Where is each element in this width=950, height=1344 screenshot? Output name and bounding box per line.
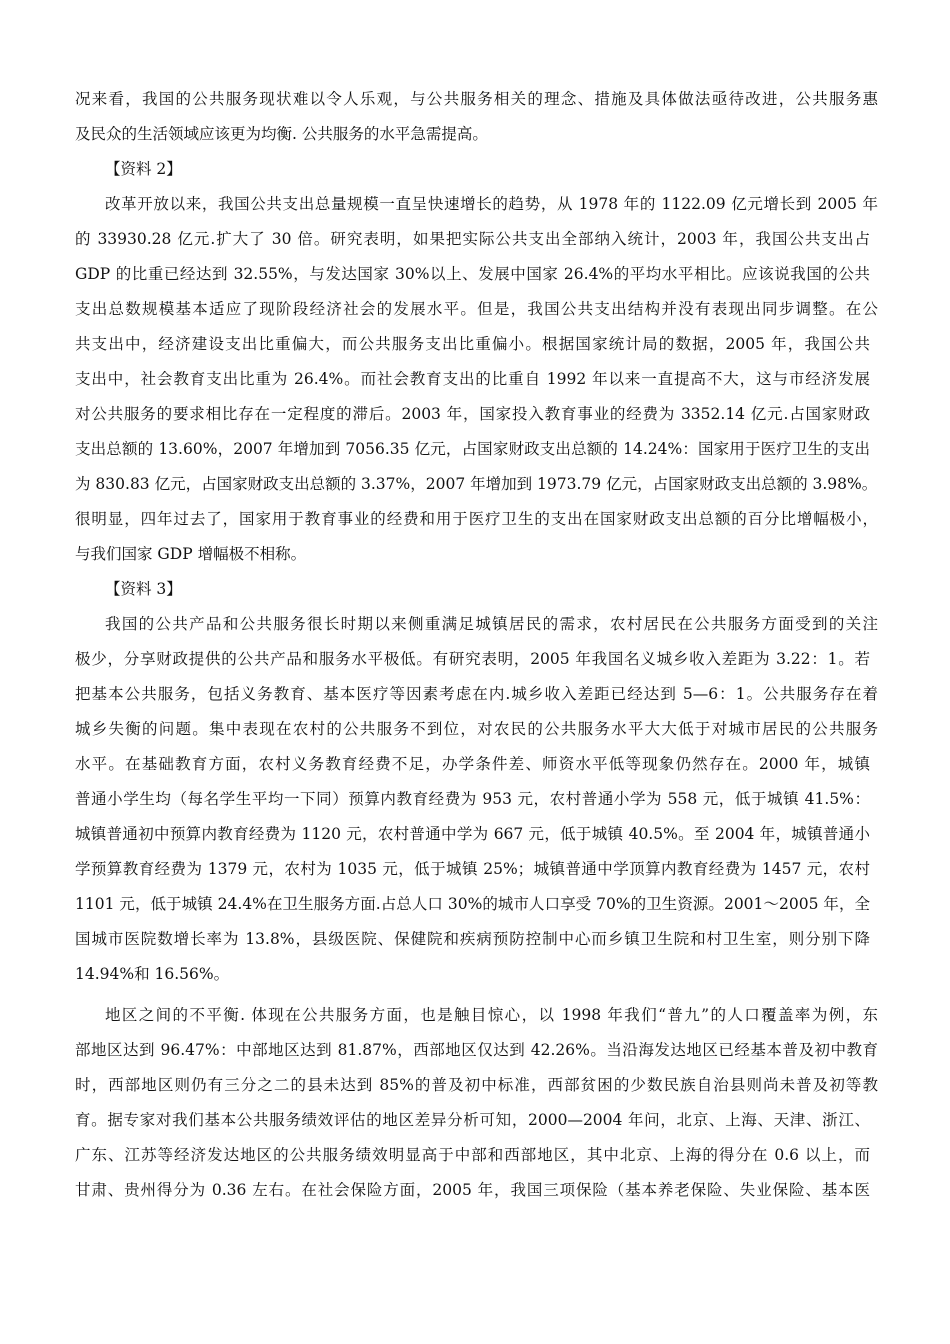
text-line: 很明显，四年过去了，国家用于教育事业的经费和用于医疗卫生的支出在国家财政支出总额的百分比增幅极小， xyxy=(75,510,878,528)
text-line: 广东、江苏等经济发达地区的公共服务绩效明显高于中部和西部地区，其中北京、上海的得分在 0.6 以上，而 xyxy=(75,1146,870,1164)
text-line: 支出总额的 13.60%，2007 年增加到 7056.35 亿元，占国家财政支出总额的 14.24%：国家用于医疗卫生的支出 xyxy=(75,440,870,458)
text-line: 14.94%和 16.56%。 xyxy=(75,965,230,983)
text-line: 地区之间的不平衡. 体现在公共服务方面，也是触目惊心，以 1998 年我们“普九”的人口覆盖率为例，东 xyxy=(105,1006,878,1024)
text-line: 育。据专家对我们基本公共服务绩效评估的地区差异分析可知，2000—2004 年问，北京、上海、天津、浙江、 xyxy=(75,1111,870,1129)
text-line: 部地区达到 96.47%：中部地区达到 81.87%，西部地区仅达到 42.26%。当沿海发达地区已经基本普及初中教育 xyxy=(75,1041,878,1059)
text-line: 及民众的生活领域应该更为均衡. 公共服务的水平急需提高。 xyxy=(75,125,488,143)
text-line: 况来看，我国的公共服务现状难以令人乐观，与公共服务相关的理念、措施及具体做法亟待改进，公共服务惠 xyxy=(75,90,878,108)
text-line: 的 33930.28 亿元.扩大了 30 倍。研究表明，如果把实际公共支出全部纳入统计，2003 年，我国公共支出占 xyxy=(75,230,870,248)
text-line: 城镇普通初中预算内教育经费为 1120 元，农村普通中学为 667 元，低于城镇 40.5%。至 2004 年，城镇普通小 xyxy=(75,825,870,843)
text-line: 国城市医院数增长率为 13.8%，县级医院、保健院和疾病预防控制中心而乡镇卫生院和村卫生室，则分别下降 xyxy=(75,930,870,948)
text-line: 支出总数规模基本适应了现阶段经济社会的发展水平。但是，我国公共支出结构并没有表现出同步调整。在公 xyxy=(75,300,878,318)
text-line: 时，西部地区则仍有三分之二的县未达到 85%的普及初中标准，西部贫困的少数民族自治县则尚未普及初等教 xyxy=(75,1076,878,1094)
text-line: 普通小学生均（每名学生平均一下同）预算内教育经费为 953 元，农村普通小学为 558 元，低于城镇 41.5%： xyxy=(75,790,870,808)
text-line: 为 830.83 亿元，占国家财政支出总额的 3.37%，2007 年增加到 1973.79 亿元，占国家财政支出总额的 3.98%。 xyxy=(75,475,878,493)
text-line: 极少，分享财政提供的公共产品和服务水平极低。有研究表明，2005 年我国名义城乡收入差距为 3.22：1。若 xyxy=(75,650,870,668)
text-line: 城乡失衡的问题。集中表现在农村的公共服务不到位，对农民的公共服务水平大大低于对城市居民的公共服务 xyxy=(75,720,878,738)
text-line: 支出中，社会教育支出比重为 26.4%。而社会教育支出的比重自 1992 年以来一直提高不大，这与市经济发展 xyxy=(75,370,870,388)
text-line: 1101 元，低于城镇 24.4%在卫生服务方面.占总人口 30%的城市人口享受 70%的卫生资源。2001～2005 年，全 xyxy=(75,895,870,913)
text-line: 甘肃、贵州得分为 0.36 左右。在社会保险方面，2005 年，我国三项保险（基本养老保险、失业保险、基本医 xyxy=(75,1181,870,1199)
text-line: 我国的公共产品和公共服务很长时期以来侧重满足城镇居民的需求，农村居民在公共服务方面受到的关注 xyxy=(105,615,878,633)
text-line: 把基本公共服务，包括义务教育、基本医疗等因素考虑在内.城乡收入差距已经达到 5—6：1。公共服务存在着 xyxy=(75,685,878,703)
text-line: 改革开放以来，我国公共支出总量规模一直呈快速增长的趋势，从 1978 年的 1122.09 亿元增长到 2005 年 xyxy=(105,195,878,213)
text-line: 共支出中，经济建设支出比重偏大，而公共服务支出比重偏小。根据国家统计局的数据，2005 年，我国公共 xyxy=(75,335,870,353)
section-heading: 【资料 3】 xyxy=(105,580,182,598)
section-heading: 【资料 2】 xyxy=(105,160,182,178)
text-line: 学预算教育经费为 1379 元，农村为 1035 元，低于城镇 25%；城镇普通中学顶算内教育经费为 1457 元，农村 xyxy=(75,860,870,878)
text-line: 对公共服务的要求相比存在一定程度的滞后。2003 年，国家投入教育事业的经费为 3352.14 亿元.占国家财政 xyxy=(75,405,870,423)
text-line: 水平。在基础教育方面，农村义务教育经费不足，办学条件差、师资水平低等现象仍然存在。2000 年，城镇 xyxy=(75,755,870,773)
text-line: GDP 的比重已经达到 32.55%，与发达国家 30%以上、发展中国家 26.4%的平均水平相比。应该说我国的公共 xyxy=(75,265,870,283)
text-line: 与我们国家 GDP 增幅极不相称。 xyxy=(75,545,307,563)
